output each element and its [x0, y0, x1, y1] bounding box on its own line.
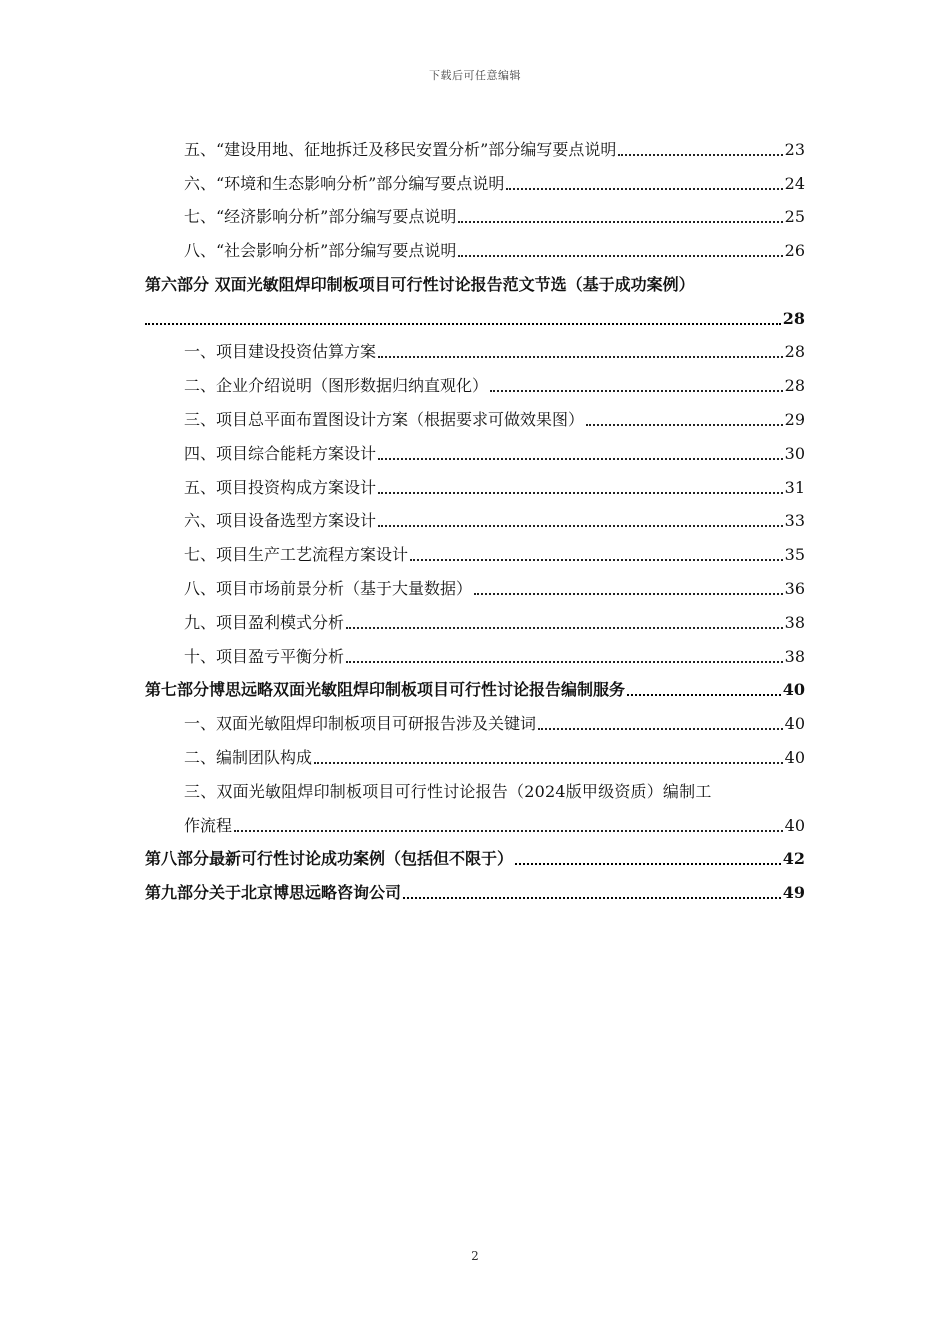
- toc-part-page: 28: [782, 309, 805, 328]
- toc-entry[interactable]: [184, 236, 805, 266]
- toc-entry-label: 五、项目投资构成方案设计: [184, 478, 377, 497]
- toc-entry[interactable]: [184, 540, 805, 570]
- toc-entry[interactable]: [184, 642, 805, 672]
- toc-leader-dots: [378, 492, 783, 494]
- toc-entry[interactable]: [184, 202, 805, 232]
- toc-entry[interactable]: [184, 473, 805, 503]
- toc-part-heading[interactable]: [145, 844, 805, 874]
- toc-part-label: 第六部分 双面光敏阻焊印制板项目可行性讨论报告范文节选（基于成功案例）: [145, 275, 695, 294]
- toc-entry-label: 七、项目生产工艺流程方案设计: [184, 545, 409, 564]
- toc-entry[interactable]: [184, 506, 805, 536]
- toc-part-heading[interactable]: [145, 675, 805, 705]
- toc-entry-page: 38: [784, 647, 805, 666]
- toc-leader-dots: [458, 221, 782, 223]
- toc-part-continuation[interactable]: [145, 304, 805, 334]
- toc-entry[interactable]: [184, 371, 805, 401]
- toc-entry-label: 四、项目综合能耗方案设计: [184, 444, 377, 463]
- toc-entry-label: 作流程: [184, 816, 233, 835]
- toc-entry-page: 31: [784, 478, 805, 497]
- toc-leader-dots: [490, 390, 783, 392]
- toc-entry-label: 三、项目总平面布置图设计方案（根据要求可做效果图）: [184, 410, 585, 429]
- toc-leader-dots: [145, 323, 781, 325]
- toc-leader-dots: [618, 154, 782, 156]
- toc-leader-dots: [346, 627, 783, 629]
- toc-entry[interactable]: [184, 608, 805, 638]
- toc-entry[interactable]: [184, 743, 805, 773]
- toc-entry-page: 28: [784, 376, 805, 395]
- toc-leader-dots: [378, 458, 783, 460]
- toc-entry[interactable]: [184, 169, 805, 199]
- toc-entry-label: 六、项目设备选型方案设计: [184, 511, 377, 530]
- toc-entry-label: 二、编制团队构成: [184, 748, 313, 767]
- toc-leader-dots: [234, 830, 783, 832]
- toc-entry-page: 38: [784, 613, 805, 632]
- toc-entry-label: 十、项目盈亏平衡分析: [184, 647, 345, 666]
- toc-entry-page: 26: [784, 241, 805, 260]
- toc-entry-label: 一、项目建设投资估算方案: [184, 342, 377, 361]
- toc-leader-dots: [538, 728, 783, 730]
- toc-leader-dots: [410, 559, 783, 561]
- toc-leader-dots: [506, 188, 782, 190]
- toc-entry-label: 七、“经济影响分析”部分编写要点说明: [184, 207, 457, 226]
- toc-part-page: 40: [782, 680, 805, 699]
- toc-entry-page: 40: [784, 714, 805, 733]
- toc-entry-page: 24: [784, 174, 805, 193]
- toc-entry-label: 二、企业介绍说明（图形数据归纳直观化）: [184, 376, 489, 395]
- toc-leader-dots: [474, 593, 783, 595]
- toc-leader-dots: [378, 356, 783, 358]
- toc-leader-dots: [403, 897, 781, 899]
- toc-entry-label: 一、双面光敏阻焊印制板项目可研报告涉及关键词: [184, 714, 537, 733]
- toc-leader-dots: [458, 255, 782, 257]
- toc-entry-page: 35: [784, 545, 805, 564]
- toc-entry-page: 30: [784, 444, 805, 463]
- toc-entry[interactable]: [184, 337, 805, 367]
- toc-entry-page: 40: [784, 748, 805, 767]
- page-number: 2: [471, 1249, 479, 1263]
- toc-part-label: 第九部分关于北京博思远略咨询公司: [145, 883, 402, 902]
- toc-part-label: 第七部分博思远略双面光敏阻焊印制板项目可行性讨论报告编制服务: [145, 680, 626, 699]
- page-header: 下载后可任意编辑: [429, 69, 521, 82]
- toc-part-label: 第八部分最新可行性讨论成功案例（包括但不限于）: [145, 849, 514, 868]
- toc-part-page: 49: [782, 883, 805, 902]
- toc-entry-label: 六、“环境和生态影响分析”部分编写要点说明: [184, 174, 505, 193]
- toc-entry-page: 40: [784, 816, 805, 835]
- toc-leader-dots: [515, 863, 781, 865]
- toc-entry-wrapped-first-line[interactable]: 三、双面光敏阻焊印制板项目可行性讨论报告（2024版甲级资质）编制工: [184, 782, 712, 801]
- toc-entry-page: 36: [784, 579, 805, 598]
- toc-entry[interactable]: [184, 709, 805, 739]
- toc-entry-label: 八、“社会影响分析”部分编写要点说明: [184, 241, 457, 260]
- toc-part-heading[interactable]: [145, 878, 805, 908]
- toc-entry-label: 九、项目盈利模式分析: [184, 613, 345, 632]
- toc-entry-label: 五、“建设用地、征地拆迁及移民安置分析”部分编写要点说明: [184, 140, 617, 159]
- toc-leader-dots: [378, 525, 783, 527]
- toc-entry-page: 29: [784, 410, 805, 429]
- toc-entry[interactable]: [184, 135, 805, 165]
- toc-entry-page: 33: [784, 511, 805, 530]
- toc-entry-page: 23: [784, 140, 805, 159]
- toc-entry-page: 28: [784, 342, 805, 361]
- toc-entry[interactable]: [184, 811, 805, 841]
- toc-entry-page: 25: [784, 207, 805, 226]
- toc-leader-dots: [346, 661, 783, 663]
- toc-entry-label: 八、项目市场前景分析（基于大量数据）: [184, 579, 473, 598]
- toc-leader-dots: [627, 694, 781, 696]
- toc-leader-dots: [586, 424, 783, 426]
- toc-part-page: 42: [782, 849, 805, 868]
- toc-entry[interactable]: [184, 439, 805, 469]
- toc-entry[interactable]: [184, 574, 805, 604]
- toc-leader-dots: [314, 762, 783, 764]
- toc-part-heading[interactable]: [145, 270, 805, 300]
- toc-entry[interactable]: [184, 405, 805, 435]
